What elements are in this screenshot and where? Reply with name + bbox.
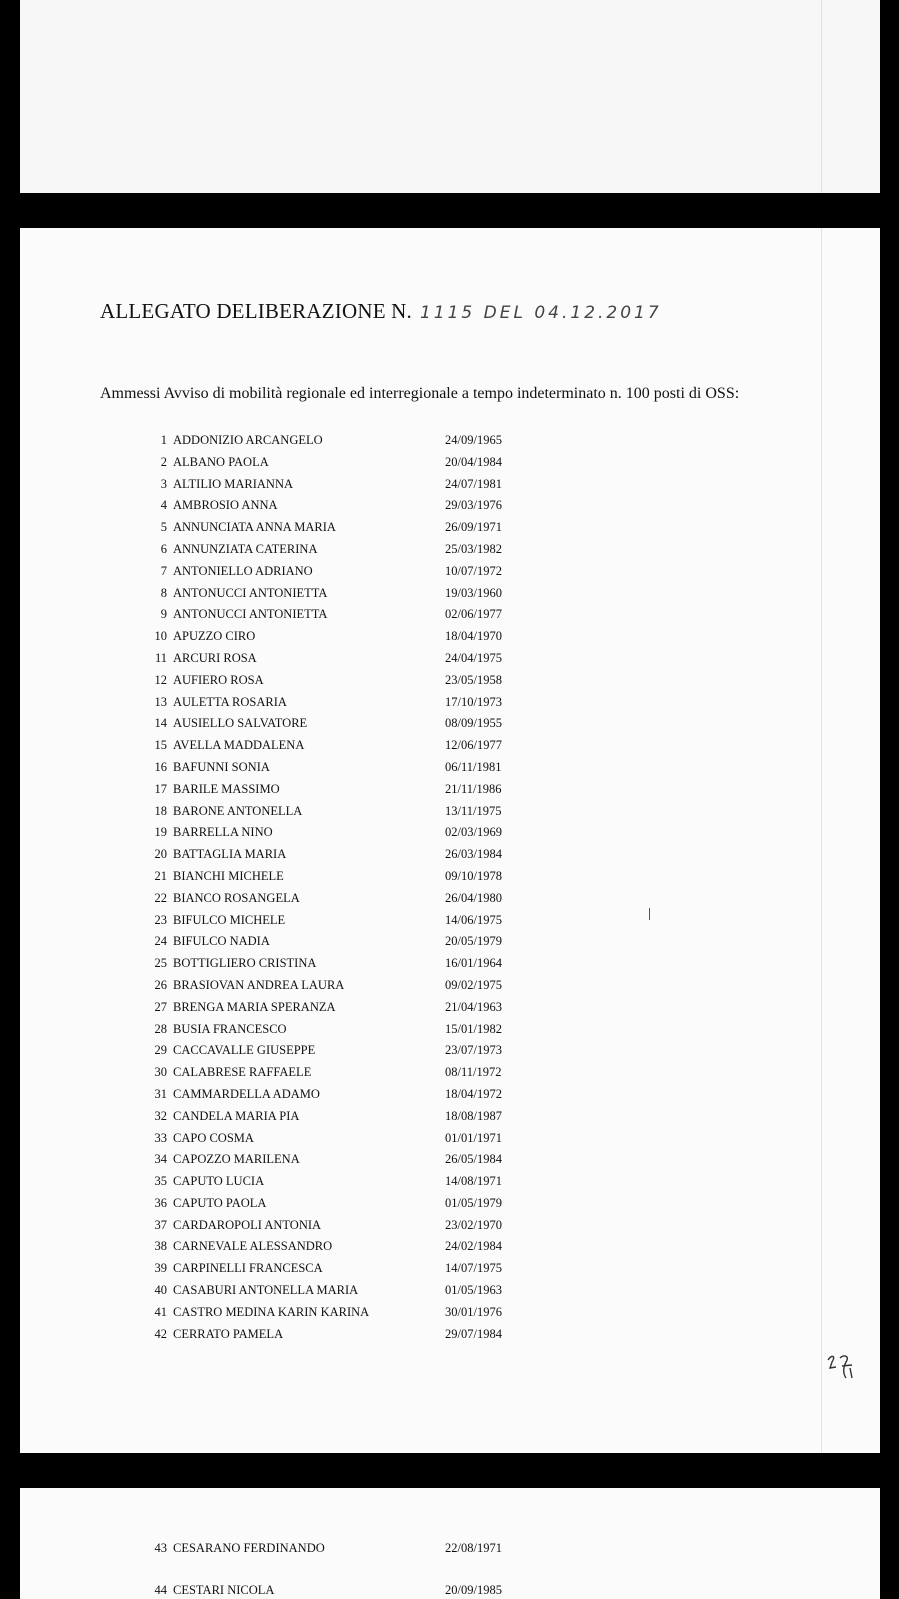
list-item (145, 1019, 502, 1041)
list-item (145, 844, 502, 866)
intro-text: Ammessi Avviso di mobilità regionale ed interregionale a tempo indeterminato n. 100 posti di OSS: (100, 385, 740, 402)
list-item (145, 779, 502, 801)
list-item (145, 953, 502, 975)
list-item-cut (145, 1580, 502, 1599)
entry-number: 13 (154, 694, 167, 709)
handwritten-initials-icon (824, 1348, 860, 1384)
entry-name: BARILE MASSIMO (173, 781, 280, 796)
entry-name: BARRELLA NINO (173, 825, 273, 840)
list-item (145, 997, 502, 1019)
entry-date: 26/04/1980 (445, 890, 502, 905)
entry-number: 40 (154, 1283, 167, 1298)
entry-name: CACCAVALLE GIUSEPPE (173, 1043, 316, 1058)
list-item (145, 1258, 502, 1280)
entry-number: 1 (160, 433, 167, 447)
entry-date: 06/11/1981 (445, 759, 502, 774)
entry-name: ALTILIO MARIANNA (173, 476, 294, 491)
entry-date: 14/06/1975 (445, 912, 502, 927)
entry-name: BAFUNNI SONIA (173, 759, 270, 774)
entry-date: 24/04/1975 (445, 650, 502, 665)
entry-name: CARPINELLI FRANCESCA (173, 1261, 323, 1276)
entry-date: 01/05/1979 (445, 1195, 502, 1210)
entry-number: 20 (154, 847, 167, 862)
entry-date: 20/05/1979 (445, 934, 502, 949)
entry-name: CAMMARDELLA ADAMO (173, 1086, 320, 1101)
entry-number: 21 (154, 868, 167, 883)
document-page (20, 228, 880, 1453)
entry-number: 4 (160, 498, 167, 513)
page-title: ALLEGATO DELIBERAZIONE N. (100, 299, 412, 323)
scan-edge (821, 228, 822, 1453)
entry-number: 29 (154, 1043, 167, 1058)
entry-date: 14/08/1971 (445, 1174, 502, 1189)
entry-name: APUZZO CIRO (173, 629, 256, 644)
entry-number: 44 (154, 1583, 167, 1597)
entry-name: AVELLA MADDALENA (173, 738, 305, 753)
entry-number: 23 (154, 912, 167, 927)
entry-number: 32 (154, 1108, 167, 1123)
entry-date: 30/01/1976 (445, 1304, 502, 1319)
list-item (145, 1538, 502, 1560)
list-item (145, 1106, 502, 1128)
entry-date: 29/07/1984 (445, 1326, 502, 1341)
entry-number: 2 (160, 454, 167, 469)
list-item (145, 495, 502, 517)
entry-name: CAPOZZO MARILENA (173, 1152, 300, 1167)
entry-number: 18 (154, 803, 167, 818)
entry-date: 24/09/1965 (445, 433, 502, 447)
entry-name: BIFULCO MICHELE (173, 912, 286, 927)
entry-number: 17 (154, 781, 167, 796)
entry-number: 11 (154, 650, 167, 665)
entry-date: 21/11/1986 (445, 781, 502, 796)
list-item (145, 910, 502, 932)
entry-name: CALABRESE RAFFAELE (173, 1065, 312, 1080)
list-item (145, 583, 502, 605)
list-item (145, 539, 502, 561)
list-item (145, 1280, 502, 1302)
entry-name: BOTTIGLIERO CRISTINA (173, 956, 317, 971)
list-item (145, 801, 502, 823)
entry-name: CANDELA MARIA PIA (173, 1108, 300, 1123)
entry-date: 23/07/1973 (445, 1043, 502, 1058)
list-item (145, 866, 502, 888)
entry-number: 12 (154, 672, 167, 687)
list-item (145, 561, 502, 583)
entry-date: 25/03/1982 (445, 541, 502, 556)
entry-number: 31 (154, 1086, 167, 1101)
entry-number: 16 (154, 759, 167, 774)
entry-date: 08/11/1972 (445, 1065, 502, 1080)
entry-number: 43 (154, 1541, 167, 1555)
list-item (145, 430, 502, 452)
entry-number: 3 (160, 476, 167, 491)
list-item (145, 604, 502, 626)
entry-date: 02/06/1977 (445, 607, 502, 622)
entry-number: 25 (154, 956, 167, 971)
entry-date: 13/11/1975 (445, 803, 502, 818)
entry-number: 36 (154, 1195, 167, 1210)
handwritten-reference: 1115 DEL 04.12.2017 (419, 303, 662, 323)
entry-date: 01/05/1963 (445, 1283, 502, 1298)
entry-date: 12/06/1977 (445, 738, 502, 753)
entry-name: BRASIOVAN ANDREA LAURA (173, 977, 345, 992)
entry-number: 24 (154, 934, 167, 949)
list-item (145, 648, 502, 670)
entry-date: 23/02/1970 (445, 1217, 502, 1232)
entry-date: 01/01/1971 (445, 1130, 502, 1145)
entry-name: CAPUTO PAOLA (173, 1195, 267, 1210)
entry-date: 29/03/1976 (445, 498, 502, 513)
entry-number: 30 (154, 1065, 167, 1080)
entry-name: BRENGA MARIA SPERANZA (173, 999, 336, 1014)
continued-list (145, 1538, 502, 1560)
entry-name: AUFIERO ROSA (173, 672, 264, 687)
entry-date: 18/04/1972 (445, 1086, 502, 1101)
list-item (145, 931, 502, 953)
entry-number: 34 (154, 1152, 167, 1167)
scan-mark (649, 908, 650, 920)
list-item (145, 1128, 502, 1150)
entry-name: CESTARI NICOLA (173, 1583, 275, 1597)
entry-name: BIANCHI MICHELE (173, 868, 284, 883)
entry-number: 39 (154, 1261, 167, 1276)
list-item (145, 670, 502, 692)
entry-name: CARNEVALE ALESSANDRO (173, 1239, 333, 1254)
entry-name: BATTAGLIA MARIA (173, 847, 287, 862)
entry-date: 10/07/1972 (445, 563, 502, 578)
entry-number: 22 (154, 890, 167, 905)
entry-name: ALBANO PAOLA (173, 454, 269, 469)
entry-name: AMBROSIO ANNA (173, 498, 278, 513)
entry-date: 09/02/1975 (445, 977, 502, 992)
entry-name: BIANCO ROSANGELA (173, 890, 300, 905)
entry-name: AULETTA ROSARIA (173, 694, 287, 709)
entry-date: 23/05/1958 (445, 672, 502, 687)
entry-number: 41 (154, 1304, 167, 1319)
entry-date: 15/01/1982 (445, 1021, 502, 1036)
list-item (145, 888, 502, 910)
entry-name: CASABURI ANTONELLA MARIA (173, 1283, 359, 1298)
list-item (145, 1193, 502, 1215)
entry-date: 22/08/1971 (445, 1541, 502, 1555)
entry-number: 35 (154, 1174, 167, 1189)
entry-date: 21/04/1963 (445, 999, 502, 1014)
entry-date: 20/04/1984 (445, 454, 502, 469)
scan-edge (821, 0, 822, 193)
entry-name: ARCURI ROSA (173, 650, 257, 665)
list-item (145, 757, 502, 779)
entry-date: 20/09/1985 (445, 1583, 502, 1597)
list-item (145, 1171, 502, 1193)
list-item (145, 1149, 502, 1171)
entry-name: CAPUTO LUCIA (173, 1174, 265, 1189)
entry-name: ADDONIZIO ARCANGELO (173, 433, 323, 447)
entry-date: 14/07/1975 (445, 1261, 502, 1276)
entry-date: 26/05/1984 (445, 1152, 502, 1167)
entry-number: 28 (154, 1021, 167, 1036)
list-item (145, 452, 502, 474)
list-item (145, 1302, 502, 1324)
entry-number: 7 (160, 563, 167, 578)
entry-name: CASTRO MEDINA KARIN KARINA (173, 1304, 370, 1319)
list-item (145, 474, 502, 496)
entry-number: 26 (154, 977, 167, 992)
list-item (145, 713, 502, 735)
entry-date: 18/04/1970 (445, 629, 502, 644)
entry-number: 8 (160, 585, 167, 600)
admitted-list (145, 430, 502, 1345)
entry-date: 16/01/1964 (445, 956, 502, 971)
entry-date: 02/03/1969 (445, 825, 502, 840)
entry-name: CARDAROPOLI ANTONIA (173, 1217, 322, 1232)
entry-date: 26/03/1984 (445, 847, 502, 862)
entry-number: 15 (154, 738, 167, 753)
list-item (145, 1062, 502, 1084)
entry-name: CAPO COSMA (173, 1130, 254, 1145)
entry-date: 26/09/1971 (445, 520, 502, 535)
entry-number: 37 (154, 1217, 167, 1232)
list-item (145, 1084, 502, 1106)
entry-name: ANTONUCCI ANTONIETTA (173, 607, 328, 622)
list-item (145, 692, 502, 714)
entry-name: CESARANO FERDINANDO (173, 1541, 325, 1555)
entry-number: 19 (154, 825, 167, 840)
entry-number: 33 (154, 1130, 167, 1145)
entry-number: 38 (154, 1239, 167, 1254)
list-item (145, 1324, 502, 1346)
list-item (145, 1040, 502, 1062)
list-item (145, 735, 502, 757)
entry-name: BIFULCO NADIA (173, 934, 270, 949)
entry-number: 10 (154, 629, 167, 644)
entry-number: 14 (154, 716, 167, 731)
list-item (145, 626, 502, 648)
entry-name: BARONE ANTONELLA (173, 803, 303, 818)
entry-number: 27 (154, 999, 167, 1014)
entry-date: 24/02/1984 (445, 1239, 502, 1254)
list-item (145, 822, 502, 844)
entry-name: ANNUNZIATA CATERINA (173, 541, 318, 556)
entry-date: 09/10/1978 (445, 868, 502, 883)
entry-date: 08/09/1955 (445, 716, 502, 731)
entry-number: 5 (160, 520, 167, 535)
entry-date: 24/07/1981 (445, 476, 502, 491)
list-item (145, 975, 502, 997)
previous-page-fragment (20, 0, 880, 193)
entry-date: 17/10/1973 (445, 694, 502, 709)
entry-number: 9 (160, 607, 167, 622)
list-item (145, 517, 502, 539)
next-page-fragment (20, 1488, 880, 1599)
list-item (145, 1236, 502, 1258)
entry-name: AUSIELLO SALVATORE (173, 716, 308, 731)
entry-date: 18/08/1987 (445, 1108, 502, 1123)
page-title-line (100, 299, 662, 324)
entry-name: BUSIA FRANCESCO (173, 1021, 287, 1036)
entry-date: 19/03/1960 (445, 585, 502, 600)
entry-name: CERRATO PAMELA (173, 1326, 284, 1341)
entry-number: 42 (154, 1326, 167, 1341)
entry-name: ANTONUCCI ANTONIETTA (173, 585, 328, 600)
entry-name: ANNUNCIATA ANNA MARIA (173, 520, 336, 535)
entry-number: 6 (160, 541, 167, 556)
entry-name: ANTONIELLO ADRIANO (173, 563, 313, 578)
list-item (145, 1215, 502, 1237)
